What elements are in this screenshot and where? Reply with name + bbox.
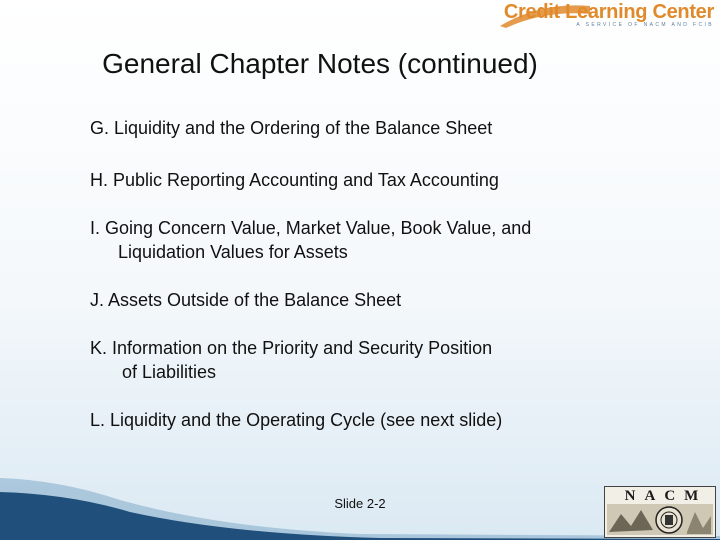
note-item-h bbox=[90, 168, 499, 192]
slide-title bbox=[0, 48, 720, 80]
note-line: H. Public Reporting Accounting and Tax Accounting bbox=[90, 170, 499, 190]
brand-logo bbox=[504, 0, 714, 28]
nacm-seal-icon bbox=[607, 504, 713, 535]
note-item-g bbox=[90, 116, 492, 140]
logo-letters: NACM bbox=[624, 488, 708, 504]
note-line-continued: Liquidation Values for Assets bbox=[118, 242, 348, 262]
note-item-i bbox=[90, 216, 531, 264]
note-item-j bbox=[90, 288, 401, 312]
note-line: G. Liquidity and the Ordering of the Balance Sheet bbox=[90, 118, 493, 138]
note-item-k bbox=[90, 336, 492, 384]
note-line: J. Assets Outside of the Balance Sheet bbox=[90, 290, 402, 310]
brand-tagline: A SERVICE OF NACM AND FCIB bbox=[576, 22, 714, 28]
nacm-logo bbox=[604, 486, 716, 538]
note-line-continued: of Liabilities bbox=[122, 362, 217, 382]
slide-title-text: General Chapter Notes (continued) bbox=[102, 48, 538, 79]
note-item-l bbox=[90, 408, 502, 432]
slide-number: Slide 2-2 bbox=[334, 496, 386, 511]
brand-name: Credit Learning Center bbox=[503, 1, 714, 23]
note-line: I. Going Concern Value, Market Value, Book Value, and bbox=[90, 218, 532, 238]
note-line: L. Liquidity and the Operating Cycle (see next slide) bbox=[90, 410, 503, 430]
note-line: K. Information on the Priority and Security Position bbox=[90, 338, 493, 358]
